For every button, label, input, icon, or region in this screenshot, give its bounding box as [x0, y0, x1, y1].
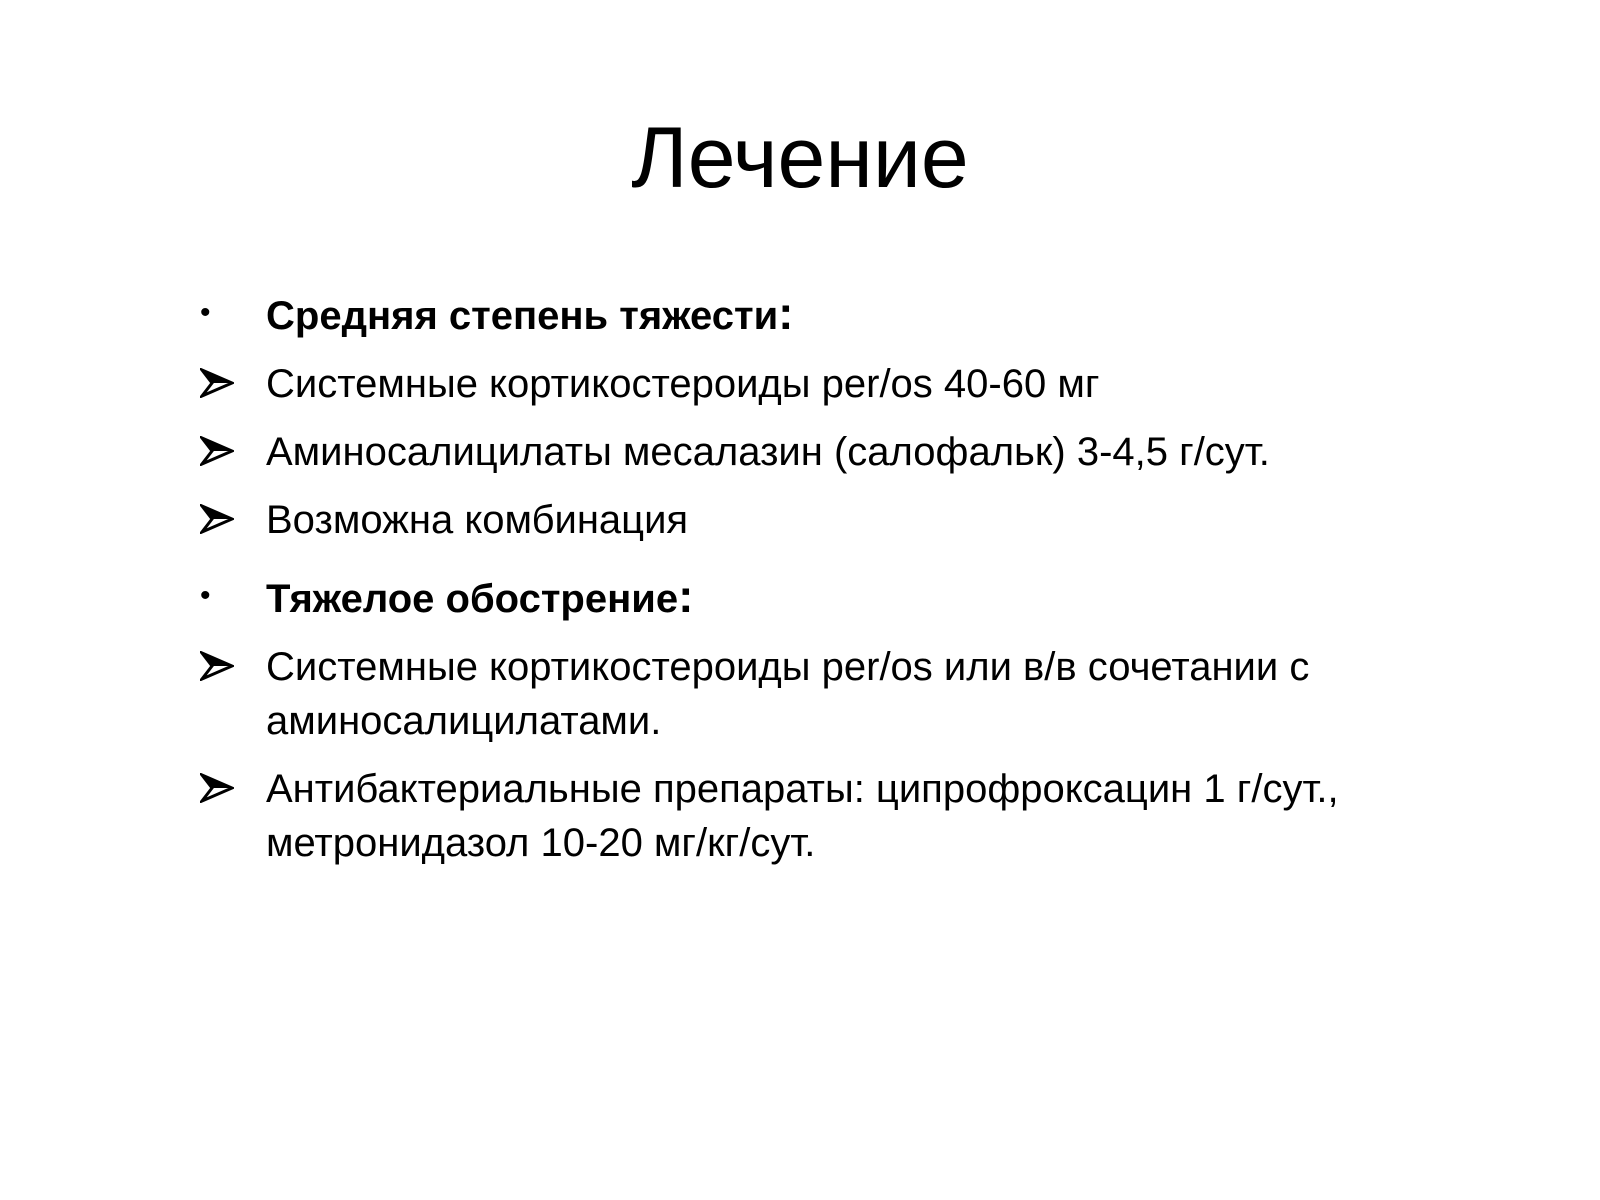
list-item-text: Системные кортикостероиды per/os или в/в сочетании с аминосалицилатами. [266, 645, 1310, 743]
list-item [200, 762, 1480, 870]
arrowhead-bullet-icon [200, 425, 240, 466]
arrowhead-bullet-icon [200, 357, 240, 398]
list-item [200, 425, 1480, 479]
section-heading-colon: : [678, 570, 694, 622]
bullet-dot-icon: • [200, 579, 211, 612]
bullet-dot-icon: • [200, 296, 211, 329]
arrowhead-bullet-icon [200, 493, 240, 534]
slide-title: Лечение [631, 110, 969, 206]
list-item-text: Возможна комбинация [266, 498, 689, 542]
list-item-text: Системные кортикостероиды per/os 40-60 мг [266, 362, 1100, 406]
section-heading [200, 286, 1480, 343]
section-heading-colon: : [778, 287, 794, 339]
section-heading-text: Тяжелое обострение [266, 577, 679, 621]
list-item-text: Антибактериальные препараты: ципрофроксацин 1 г/сут., метронидазол 10-20 мг/кг/сут. [266, 767, 1339, 865]
slide-content [200, 286, 1480, 884]
list-item [200, 493, 1480, 547]
list-item-text: Аминосалицилаты месалазин (салофальк) 3-4,5 г/сут. [266, 430, 1270, 474]
section-heading [200, 569, 1480, 626]
arrowhead-bullet-icon [200, 640, 240, 681]
arrowhead-bullet-icon [200, 762, 240, 803]
list-item [200, 357, 1480, 411]
section-heading-text: Средняя степень тяжести [266, 294, 779, 338]
list-item [200, 640, 1480, 748]
